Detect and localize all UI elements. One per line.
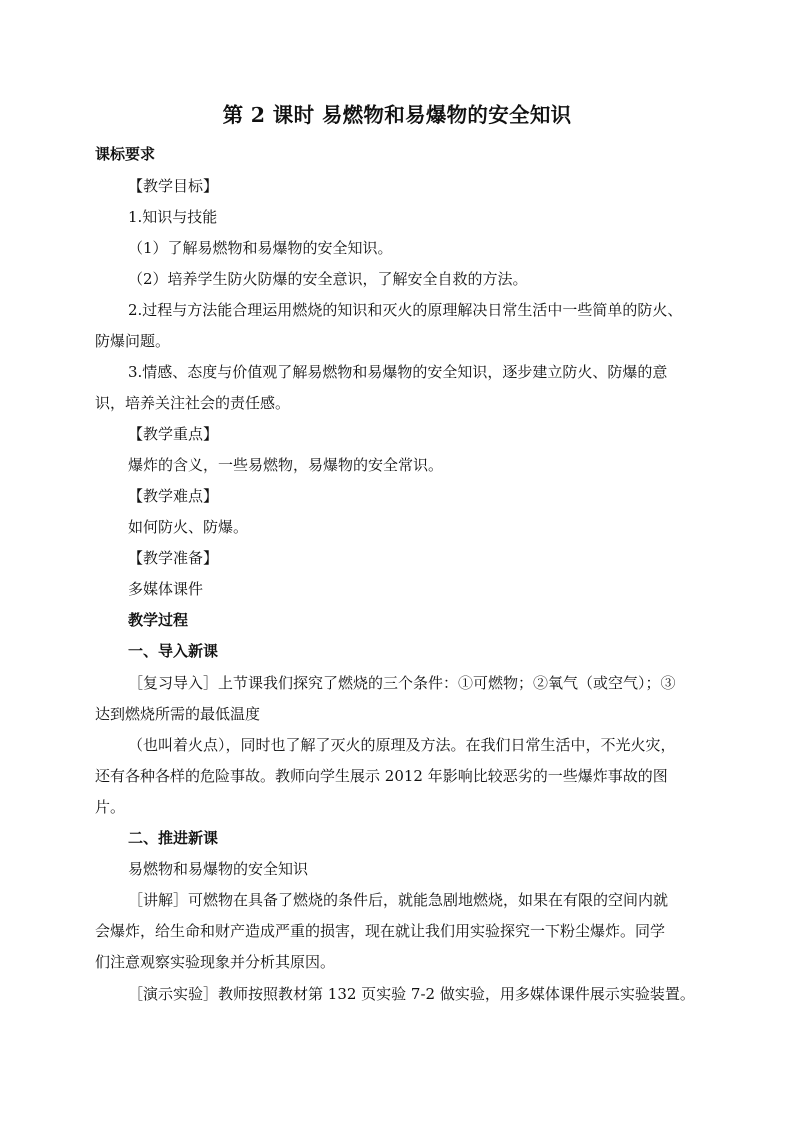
goal-emotion-values-cont: 识，培养关注社会的责任感。: [95, 394, 291, 412]
review-intro-cont-1: 达到燃烧所需的最低温度: [95, 705, 261, 723]
label-difficulties: 【教学难点】: [128, 487, 219, 505]
difficulties-text: 如何防火、防爆。: [128, 518, 249, 536]
preparation-text: 多媒体课件: [128, 580, 204, 598]
goal-process-methods-cont: 防爆问题。: [95, 332, 171, 350]
label-teaching-goals: 【教学目标】: [128, 177, 219, 195]
goal-item-1: （1）了解易燃物和易爆物的安全知识。: [128, 239, 393, 257]
topic-heading: 易燃物和易爆物的安全知识: [128, 860, 309, 878]
key-points-text: 爆炸的含义，一些易燃物，易爆物的安全常识。: [128, 456, 444, 474]
subsection-intro: 一、导入新课: [128, 642, 219, 660]
section-heading-curriculum: 课标要求: [95, 145, 156, 163]
demo-experiment-text: ［演示实验］教师按照教材第 132 页实验 7-2 做实验，用多媒体课件展示实验装置。: [128, 985, 695, 1003]
explanation-text: ［讲解］可燃物在具备了燃烧的条件后，就能急剧地燃烧，如果在有限的空间内就: [128, 891, 669, 909]
document-title: 第 2 课时 易燃物和易爆物的安全知识: [222, 103, 572, 127]
goal-item-2: （2）培养学生防火防爆的安全意识，了解安全自救的方法。: [128, 270, 528, 288]
label-key-points: 【教学重点】: [128, 425, 219, 443]
goal-knowledge-skills: 1.知识与技能: [128, 208, 218, 226]
goal-process-methods: 2.过程与方法能合理运用燃烧的知识和灭火的原理解决日常生活中一些简单的防火、: [128, 301, 683, 319]
subsection-new-lesson: 二、推进新课: [128, 829, 219, 847]
review-intro-cont-3: 还有各种各样的危险事故。教师向学生展示 2012 年影响比较恶劣的一些爆炸事故的图: [95, 767, 668, 785]
explanation-cont-2: 们注意观察实验现象并分析其原因。: [95, 953, 336, 971]
section-heading-process: 教学过程: [128, 611, 189, 629]
explanation-cont-1: 会爆炸，给生命和财产造成严重的损害，现在就让我们用实验探究一下粉尘爆炸。同学: [95, 922, 666, 940]
review-intro-cont-2: （也叫着火点），同时也了解了灭火的原理及方法。在我们日常生活中，不光火灾，: [128, 736, 676, 754]
review-intro-text: ［复习导入］上节课我们探究了燃烧的三个条件：①可燃物；②氧气（或空气）；③: [128, 674, 676, 692]
label-preparation: 【教学准备】: [128, 549, 219, 567]
goal-emotion-values: 3.情感、态度与价值观了解易燃物和易爆物的安全知识，逐步建立防火、防爆的意: [128, 363, 668, 381]
review-intro-cont-4: 片。: [95, 798, 126, 816]
